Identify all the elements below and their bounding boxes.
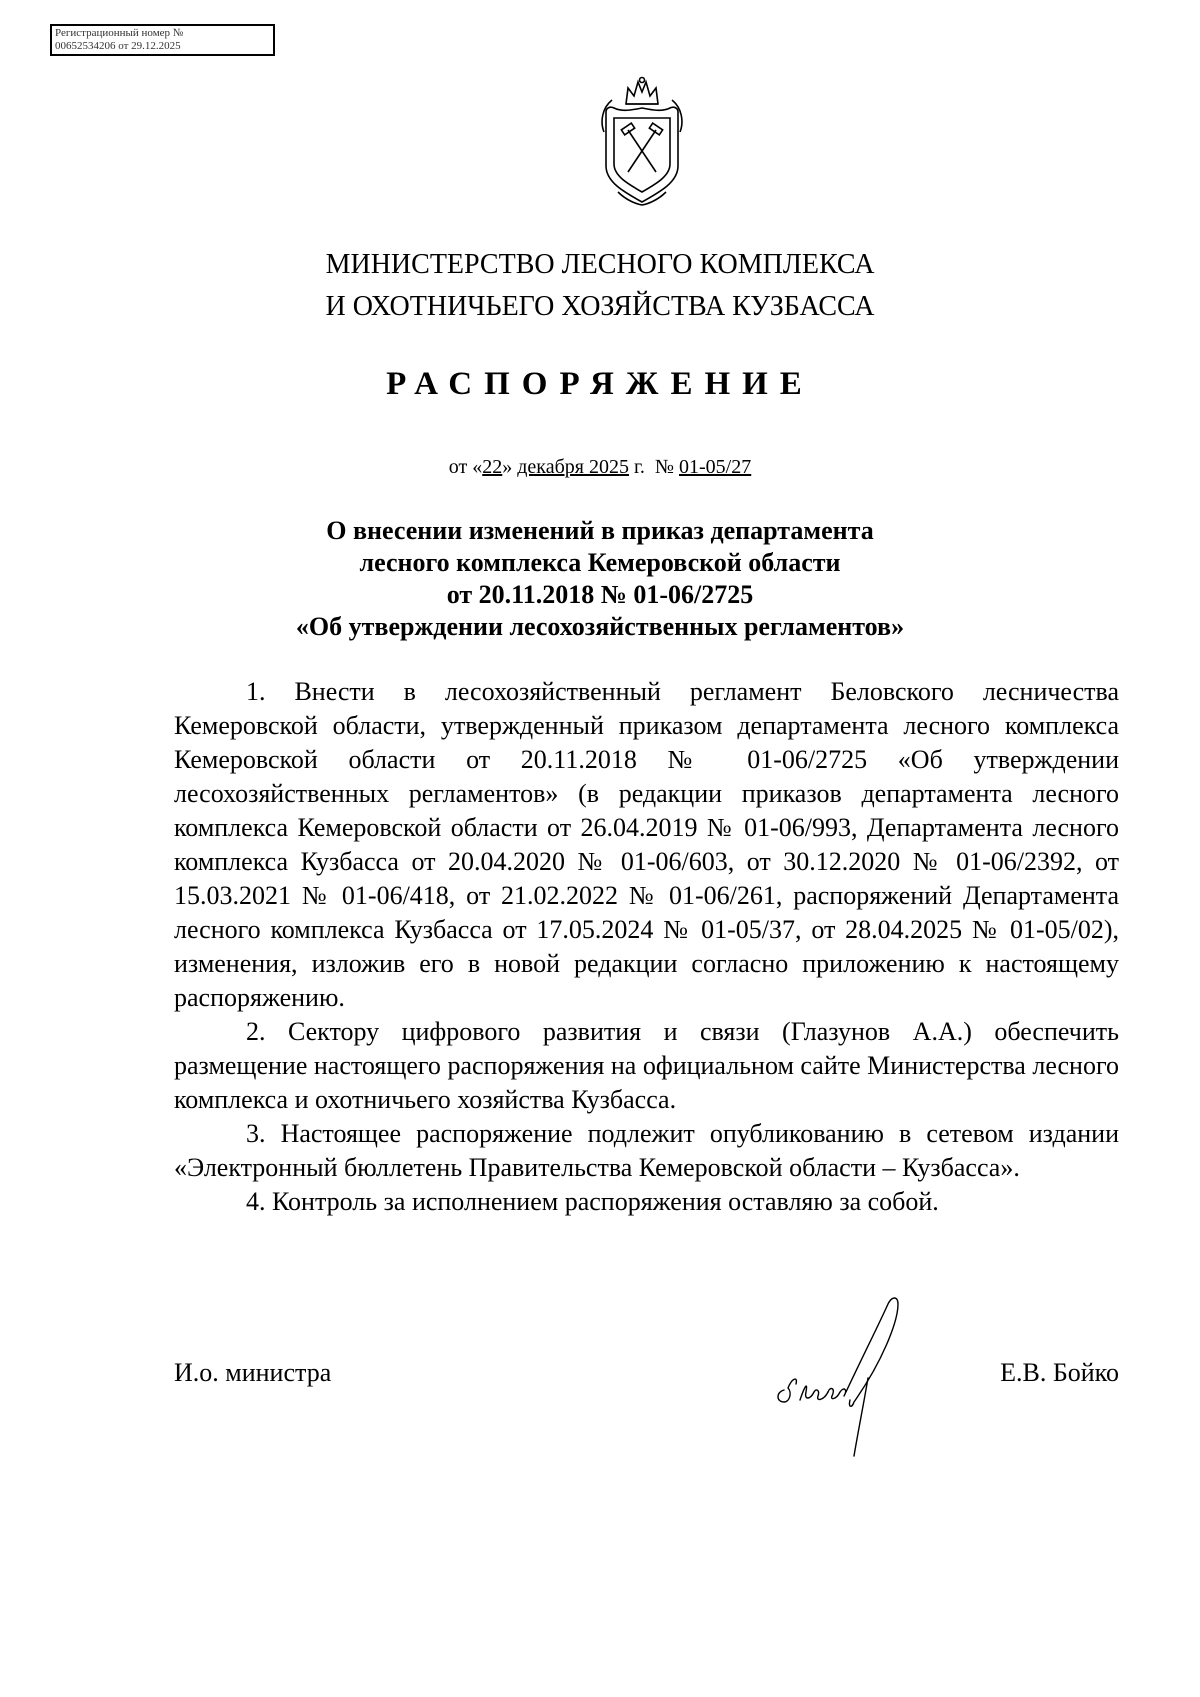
number-label: № <box>654 456 675 478</box>
document-body <box>174 675 1119 1219</box>
registration-line-2: 00652534206 от 29.12.2025 <box>55 40 181 52</box>
paragraph-4: 4. Контроль за исполнением распоряжения оставляю за собой. <box>246 1187 939 1216</box>
paragraph-3: 3. Настоящее распоряжение подлежит опубликованию в сетевом издании «Электронный бюллетень Правительства Кемеровской области – Кузбасса». <box>174 1119 1119 1182</box>
registration-line-1: Регистрационный номер № <box>55 27 184 39</box>
paragraph-1: 1. Внести в лесохозяйственный регламент Беловского лесничества Кемеровской области, утвержденный приказом департамента лесного комплекса Кемеровской области от 20.11.2018 № 01-06/2725 «Об утверждении лесохозяйственных регламентов» (в редакции приказов департамента лесного комплекса Кемеровской области от 26.04.2019 № 01-06/993, Департамента лесного комплекса Кузбасса от 20.04.2020 № 01-06/603, от 30.12.2020 № 01-06/2392, от 15.03.2021 № 01-06/418, от 21.02.2022 № 01-06/261, распоряжений Департамента лесного комплекса Кузбасса от 17.05.2024 № 01-05/37, от 28.04.2025 № 01-05/02), изменения, изложив его в новой редакции согласно приложению к настоящему распоряжению. <box>174 677 1119 1012</box>
registration-stamp <box>50 24 275 56</box>
organization-line-2: И ОХОТНИЧЬЕГО ХОЗЯЙСТВА КУЗБАССА <box>325 291 875 322</box>
kuzbass-coat-of-arms-icon <box>592 74 692 209</box>
handwritten-signature-icon <box>770 1292 940 1462</box>
document-type: РАСПОРЯЖЕНИЕ <box>386 366 814 402</box>
date-month-year: декабря 2025 <box>517 456 629 478</box>
document-subject <box>0 515 1200 643</box>
signer-name: Е.В. Бойко <box>1000 1358 1119 1387</box>
date-day: 22 <box>482 456 503 478</box>
date-suffix: г. <box>628 456 645 478</box>
subject-line-1: О внесении изменений в приказ департамента <box>326 516 874 545</box>
organization-line-1: МИНИСТЕРСТВО ЛЕСНОГО КОМПЛЕКСА <box>325 249 875 280</box>
document-date-line <box>0 454 1200 480</box>
date-mid: » <box>502 456 518 478</box>
signature-block <box>174 1356 1119 1396</box>
subject-line-4: «Об утверждении лесохозяйственных регламентов» <box>295 612 905 641</box>
signer-position: И.о. министра <box>174 1358 332 1387</box>
organization-name <box>0 244 1200 328</box>
document-number: 01-05/27 <box>679 456 752 478</box>
date-prefix: от « <box>448 456 483 478</box>
paragraph-2: 2. Сектору цифрового развития и связи (Глазунов А.А.) обеспечить размещение настоящего распоряжения на официальном сайте Министерства лесного комплекса и охотничьего хозяйства Кузбасса. <box>174 1017 1119 1114</box>
subject-line-2: лесного комплекса Кемеровской области <box>359 548 841 577</box>
subject-line-3: от 20.11.2018 № 01-06/2725 <box>446 580 754 609</box>
